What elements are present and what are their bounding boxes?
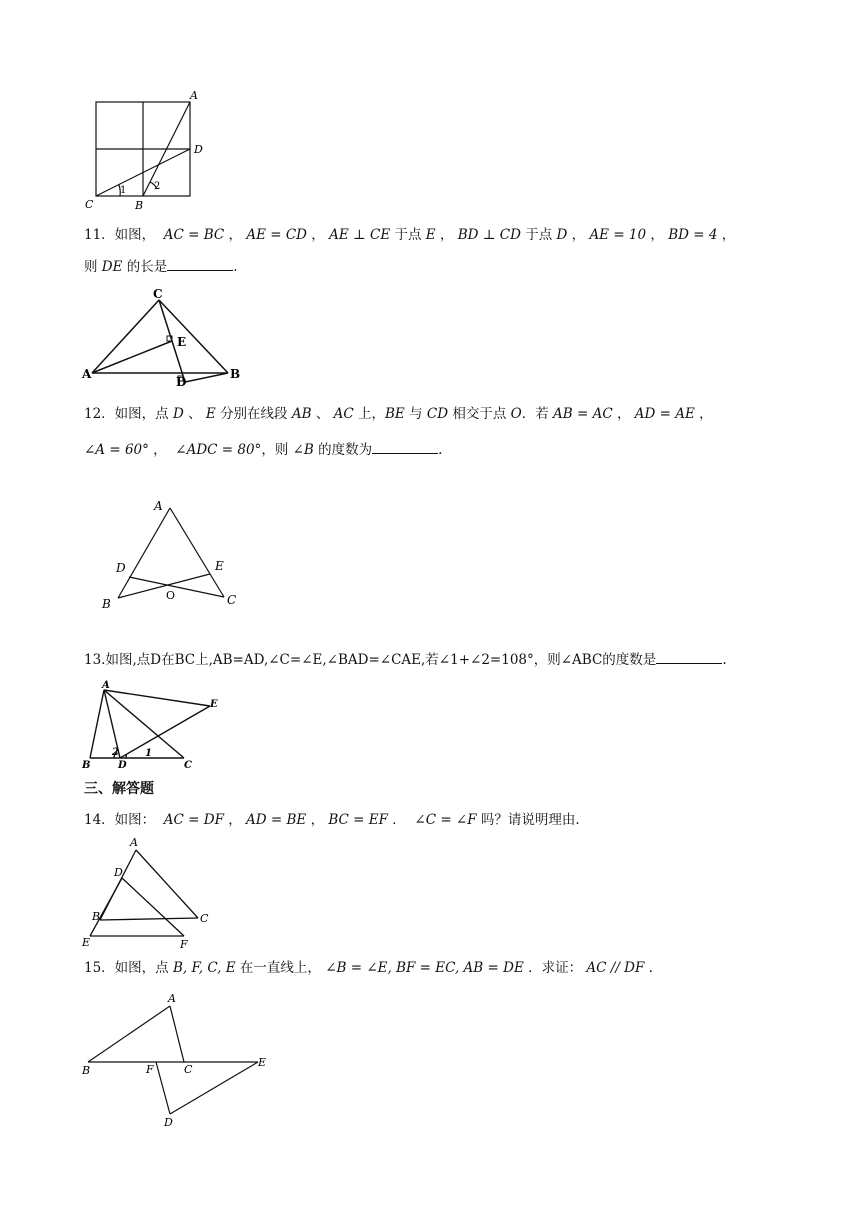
label-A: A — [102, 680, 110, 691]
figure-q15 — [76, 990, 276, 1130]
q12-end: . — [438, 442, 443, 458]
label-C: C — [184, 760, 192, 771]
q11-end: . — [233, 259, 238, 275]
q11-point-e: E — [425, 227, 436, 243]
q12-be: BE — [385, 406, 405, 422]
label-C: C — [153, 287, 163, 301]
label-B: B — [82, 760, 91, 771]
q11-point-d: D — [556, 227, 568, 243]
label-A: A — [130, 836, 138, 849]
q12-angle-b: ∠B — [292, 442, 314, 458]
q12-text-6: ，则 — [261, 442, 289, 458]
q12-text-2: 上， — [358, 406, 386, 422]
figure-q12 — [96, 494, 256, 614]
q12-cond-2: AD = AE — [634, 406, 695, 422]
label-E: E — [177, 335, 187, 349]
question-12-line-2: ∠A = 60° ， ∠ADC = 80°，则 ∠B 的度数为 . — [84, 442, 443, 458]
label-D: D — [118, 760, 127, 771]
q12-ac: AC — [333, 406, 354, 422]
q15-text-1: 在一直线上， — [239, 960, 321, 976]
q15-conditions: ∠B = ∠E, BF = EC, AB = DE — [325, 960, 524, 976]
q12-text-4: 相交于点 — [452, 406, 507, 422]
q11-text: 于点 — [394, 227, 422, 243]
q11-cond-4: BD ⊥ CD — [457, 227, 521, 243]
label-F: F — [180, 938, 188, 951]
angle-1-label: 1 — [145, 748, 152, 759]
label-D: D — [164, 1116, 173, 1129]
q15-goal: AC // DF — [586, 960, 645, 976]
label-D: D — [194, 143, 203, 156]
q11-cond-5: AE = 10 — [589, 227, 647, 243]
q15-number: 15．如图，点 — [84, 960, 169, 976]
question-15 — [84, 958, 653, 978]
section-heading: 三、解答题 — [84, 781, 154, 797]
label-B: B — [230, 367, 241, 381]
figure-q14 — [80, 834, 220, 954]
q14-cond-3: BC = EF — [328, 812, 389, 828]
label-E: E — [215, 559, 224, 573]
q14-cond-1: AC = DF — [163, 812, 224, 828]
q14-cond-2: AD = BE — [246, 812, 307, 828]
label-C: C — [85, 198, 94, 211]
angle-2-label: 2 — [112, 747, 119, 758]
label-F: F — [146, 1063, 154, 1076]
answer-blank[interactable] — [656, 651, 722, 664]
q15-text-2: ．求证： — [528, 960, 583, 976]
label-B: B — [102, 597, 111, 611]
label-C: C — [184, 1063, 193, 1076]
question-11: 11．如图， AC = BC ， AE = CD ， AE ⊥ CE 于点 E ， BD ⊥ CD 于点 D ， AE = 10 ， BD = 4 ， — [84, 227, 736, 243]
q12-point-d: D — [172, 406, 184, 422]
q11-then: 则 — [84, 259, 98, 275]
q14-number: 14．如图： — [84, 812, 156, 828]
q15-end: . — [648, 960, 653, 976]
q15-points: B, F, C, E — [172, 960, 236, 976]
q12-o: O — [510, 406, 522, 422]
q12-text-1: 分别在线段 — [220, 406, 288, 422]
q12-text-3: 与 — [409, 406, 423, 422]
q12-number: 12．如图，点 — [84, 406, 169, 422]
label-E: E — [258, 1056, 267, 1069]
label-A: A — [168, 992, 176, 1005]
question-14: 14．如图： AC = DF ， AD = BE ， BC = EF ． ∠C = ∠F 吗？请说明理由. — [84, 812, 580, 828]
angle-1-label: 1 — [120, 185, 127, 196]
question-11-line-2 — [84, 257, 238, 277]
q12-angle-a: ∠A = 60° — [84, 442, 149, 458]
label-B: B — [82, 1064, 91, 1077]
question-13 — [84, 650, 727, 670]
q11-cond-2: AE = CD — [246, 227, 308, 243]
label-O: O — [166, 589, 176, 602]
answer-blank[interactable] — [167, 258, 233, 271]
q11-cond-3: AE ⊥ CE — [329, 227, 391, 243]
label-B: B — [135, 199, 144, 212]
q12-angle-adc: ∠ADC = 80° — [175, 442, 262, 458]
label-D: D — [114, 866, 123, 879]
figure-q11 — [80, 286, 250, 386]
angle-2-label: 2 — [154, 181, 161, 192]
q12-text-7: 的度数为 — [318, 442, 373, 458]
label-A: A — [82, 367, 92, 381]
label-A: A — [154, 499, 163, 513]
label-D: D — [116, 561, 126, 575]
label-C: C — [200, 912, 209, 925]
q13-end: . — [722, 652, 727, 668]
label-B: B — [92, 910, 101, 923]
q12-point-e: E — [205, 406, 216, 422]
q14-angle: ∠C = ∠F — [414, 812, 477, 828]
q11-text-2: 于点 — [525, 227, 553, 243]
q12-text-5: ．若 — [521, 406, 549, 422]
label-C: C — [227, 593, 237, 607]
q12-cd: CD — [426, 406, 449, 422]
q14-tail: 吗？请说明理由. — [480, 812, 580, 828]
label-E: E — [210, 699, 218, 710]
label-E: E — [82, 936, 91, 949]
q11-cond-1: AC = BC — [163, 227, 225, 243]
q11-de: DE — [101, 259, 123, 275]
q11-ask: 的长是 — [126, 259, 168, 275]
q12-ab: AB — [291, 406, 312, 422]
answer-blank[interactable] — [372, 441, 438, 454]
label-D: D — [176, 375, 187, 386]
q13-text: 13.如图,点D在BC上,AB=AD,∠C=∠E,∠BAD=∠CAE,若∠1+∠2=108°，则∠ABC的度数是 — [84, 652, 657, 668]
question-12: 12．如图，点 D 、 E 分别在线段 AB 、 AC 上，BE 与 CD 相交于点 O．若 AB = AC ， AD = AE ， — [84, 406, 713, 422]
figure-grid-angles — [80, 86, 210, 212]
q11-cond-6: BD = 4 — [668, 227, 718, 243]
q12-cond-1: AB = AC — [553, 406, 613, 422]
figure-q13 — [80, 676, 230, 772]
q11-number: 11．如图， — [84, 227, 156, 243]
label-A: A — [190, 89, 198, 102]
